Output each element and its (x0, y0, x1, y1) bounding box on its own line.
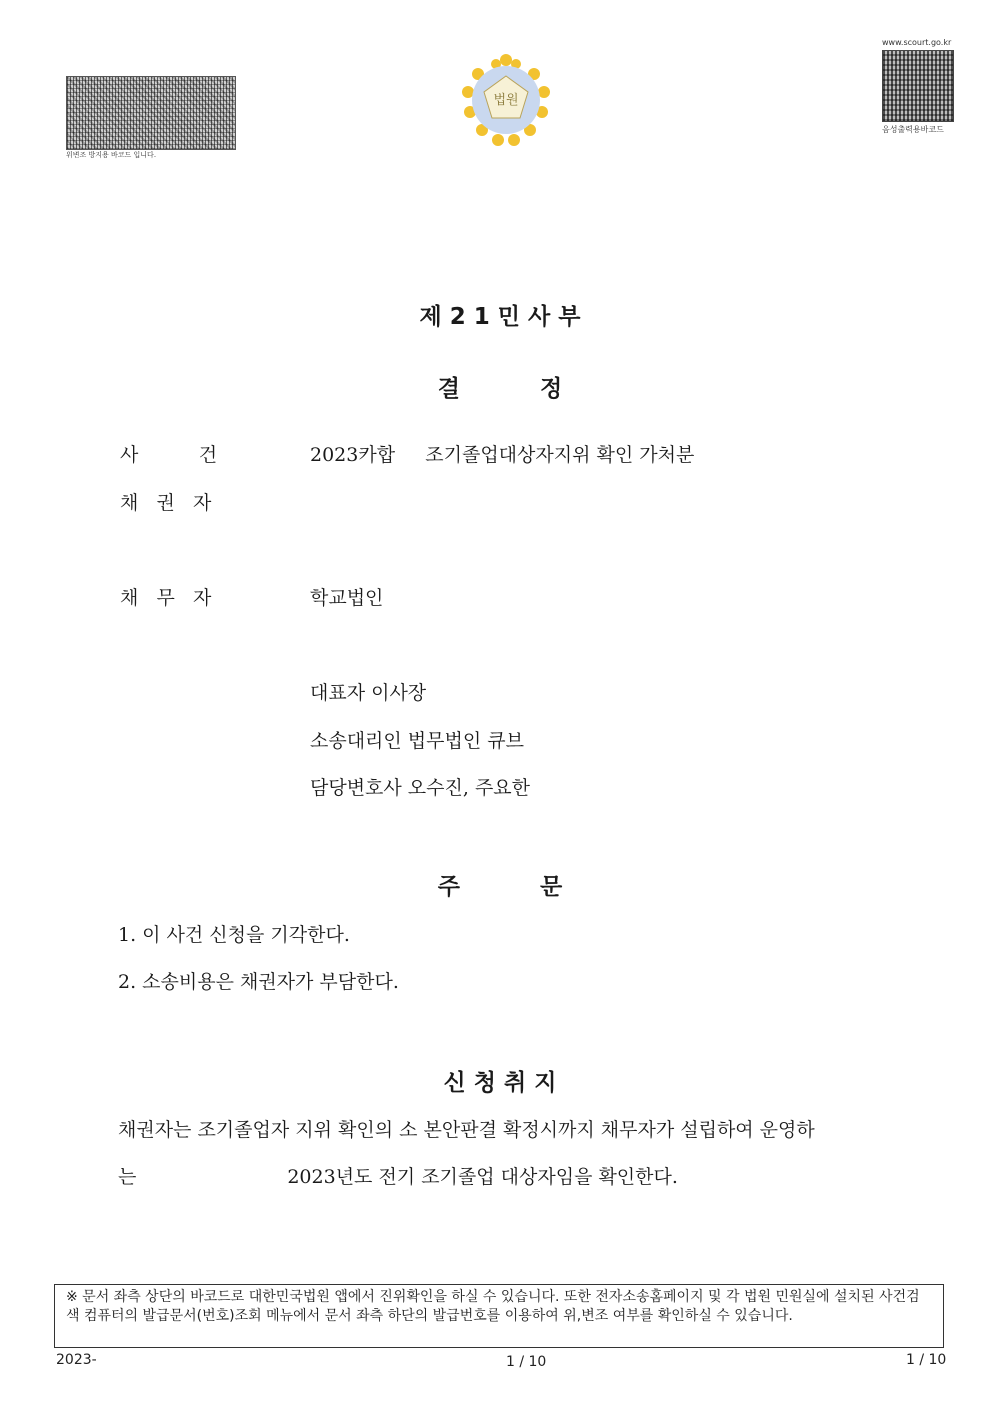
voice-output-qr-code (882, 50, 954, 122)
order-item: 2. 소송비용은 채권자가 부담한다. (118, 971, 399, 993)
page-number-center: 1 / 10 (506, 1354, 547, 1370)
department-title: 제 2 1 민 사 부 (419, 304, 581, 330)
debtor-label: 채 무 자 (120, 587, 212, 609)
page-number-right: 1 / 10 (906, 1352, 947, 1368)
document-title: 결 정 (437, 376, 563, 402)
case-label: 사 건 (120, 444, 218, 466)
order-item: 1. 이 사건 신청을 기각한다. (118, 924, 350, 946)
debtor-value: 학교법인 (310, 587, 384, 609)
claim-line: 채권자는 조기졸업자 지위 확인의 소 본안판결 확정시까지 채무자가 설립하여 운영하 (118, 1119, 815, 1141)
debtor-representative: 대표자 이사장 (310, 682, 427, 704)
claim-line: 는 2023년도 전기 조기졸업 대상자임을 확인한다. (118, 1166, 678, 1188)
qr-caption: 음성출력용바코드 (882, 125, 944, 134)
creditor-label: 채 권 자 (120, 492, 212, 514)
case-value: 2023카합 조기졸업대상자지위 확인 가처분 (310, 444, 695, 466)
debtor-attorneys: 담당변호사 오수진, 주요한 (310, 777, 531, 799)
svg-text:법원: 법원 (493, 93, 519, 108)
qr-url: www.scourt.go.kr (882, 38, 952, 47)
barcode-caption: 위변조 방지용 바코드 입니다. (66, 151, 157, 159)
issue-number: 2023- (56, 1352, 97, 1368)
court-emblem-icon (458, 52, 554, 148)
authentication-barcode (66, 76, 236, 150)
claim-heading: 신 청 취 지 (443, 1070, 557, 1096)
debtor-legal-agent: 소송대리인 법무법인 큐브 (310, 730, 524, 752)
order-heading: 주 문 (437, 874, 563, 900)
verification-notice: ※ 문서 좌측 상단의 바코드로 대한민국법원 앱에서 진위확인을 하실 수 있습니다. 또한 전자소송홈페이지 및 각 법원 민원실에 설치된 사건검색 컴퓨터의 발급문서(번호)조회 메뉴에서 문서 좌측 하단의 발급번호를 이용하여 위,변조 여부를 확인하실 수 있습니다. (66, 1289, 920, 1324)
